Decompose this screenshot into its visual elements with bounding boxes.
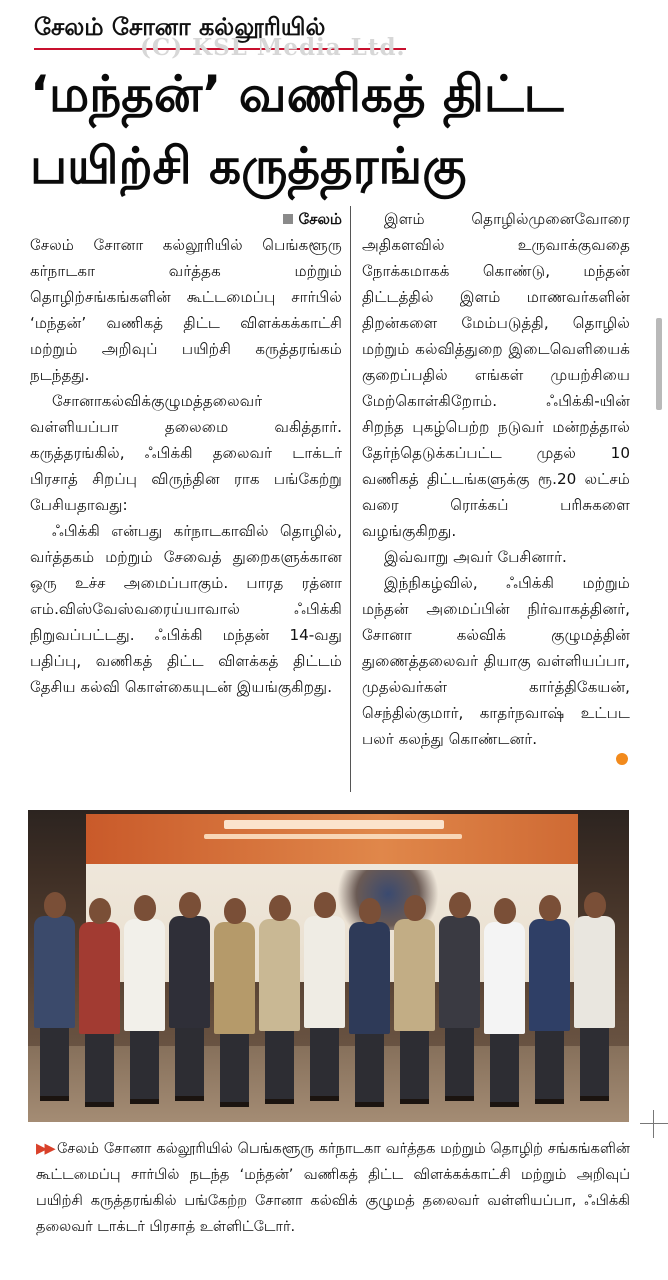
kicker-title: சேலம் சோனா கல்லூரியில் [34,13,326,41]
photo-person [484,898,525,1112]
photo-person [439,892,480,1106]
photo-person [349,898,390,1112]
photo-person [259,895,300,1109]
photo-person [574,892,615,1106]
photo-person [34,892,75,1106]
photo-person [124,895,165,1109]
photo-person [394,895,435,1109]
caption-arrow-icon: ▶▶ [36,1141,53,1157]
article-column-left [30,206,342,798]
photo-person [169,892,210,1106]
article-paragraph: சோனாகல்விக்குழுமத்தலைவர் வள்ளியப்பா தலைமை வகித்தார். கருத்தரங்கில், ஃபிக்கி தலைவர் டாக்டர் பிரசாத் சிறப்பு விருந்தின ராக பங்கேற்று பேசியதாவது: [30,392,342,514]
photo-person [79,898,120,1112]
article-paragraph: இவ்வாறு அவர் பேசினார். [384,548,567,566]
photo-banner-text [224,820,444,829]
crop-mark-icon [640,1110,668,1138]
watermark: (C) KSL Media Ltd. [140,34,406,61]
column-divider [350,206,351,792]
headline [30,58,640,202]
dateline [30,206,342,232]
article-paragraph: சேலம் சோனா கல்லூரியில் பெங்களூரு கர்நாடகா வர்த்தக மற்றும் தொழிற்சங்கங்களின் கூட்டமைப்பு சார்பில் ‘மந்தன்’ வணிகத் திட்ட விளக்கக்காட்சி மற்றும் அறிவுப் பயிற்சி கருத்தரங்கம் நடந்தது. [30,236,342,384]
article-column-right [362,206,630,798]
photo-person [529,895,570,1109]
dateline-square-icon [283,214,293,224]
article-end-dot-icon [616,753,628,765]
article-paragraph: ஃபிக்கி என்பது கர்நாடகாவில் தொழில், வர்த்தகம் மற்றும் சேவைத் துறைகளுக்கான ஒரு உச்ச அமைப்பாகும். பாரத ரத்னா எம்.விஸ்வேஸ்வரைய்யாவால் ஃபிக்கி நிறுவப்பட்டது. ஃபிக்கி மந்தன் 14-வது பதிப்பு, வணிகத் திட்ட விளக்கத் திட்டம் தேசிய கல்வி கொள்கையுடன் இயங்குகிறது. [30,522,342,696]
photo-banner-subtext [204,834,462,839]
dateline-text: சேலம் [298,210,342,228]
headline-line-1: ‘மந்தன்’ வணிகத் திட்ட [30,65,564,123]
caption-text: சேலம் சோனா கல்லூரியில் பெங்களூரு கர்நாடகா வர்த்தக மற்றும் தொழிற் சங்கங்களின் கூட்டமைப்பு சார்பில் நடந்த ‘மந்தன்’ வணிகத் திட்ட விளக்கக்காட்சி மற்றும் அறிவுப் பயிற்சி கருத்தரங்கில் பங்கேற்ற சோனா கல்விக் குழுமத் தலைவர் வள்ளியப்பா, ஃபிக்கி தலைவர் டாக்டர் பிரசாத் உள்ளிட்டோர். [36,1141,630,1235]
photo-person [304,892,345,1106]
headline-line-2: பயிற்சி கருத்தரங்கு [30,137,467,195]
photo-person [214,898,255,1112]
event-photo [28,810,629,1122]
article-paragraph: இளம் தொழில்முனைவோரை அதிகளவில் உருவாக்குவதை நோக்கமாகக் கொண்டு, மந்தன் திட்டத்தில் இளம் மாணவர்களின் திறன்களை மேம்படுத்தி, தொழில் மற்றும் கல்வித்துறை இடைவெளியைக் குறைப்பதில் எங்கள் முயற்சியை மேற்கொள்கிறோம். ஃபிக்கி-யின் சிறந்த புகழ்பெற்ற நடுவர் மன்றத்தால் தேர்ந்தெடுக்கப்பட்ட முதல் 10 வணிகத் திட்டங்களுக்கு ரூ.20 லட்சம் வரை ரொக்கப் பரிசுகளை வழங்குகிறது. [362,210,630,540]
article-paragraph: இந்நிகழ்வில், ஃபிக்கி மற்றும் மந்தன் அமைப்பின் நிர்வாகத்தினர், சோனா கல்விக் குழுமத்தின் துணைத்தலைவர் தியாகு வள்ளியப்பா, முதல்வர்கள் கார்த்திகேயன், செந்தில்குமார், காதர்நவாஷ் உட்பட பலர் கலந்து கொண்டனர். [362,574,630,748]
scrollbar-thumb[interactable] [656,318,662,410]
photo-caption [36,1136,630,1240]
